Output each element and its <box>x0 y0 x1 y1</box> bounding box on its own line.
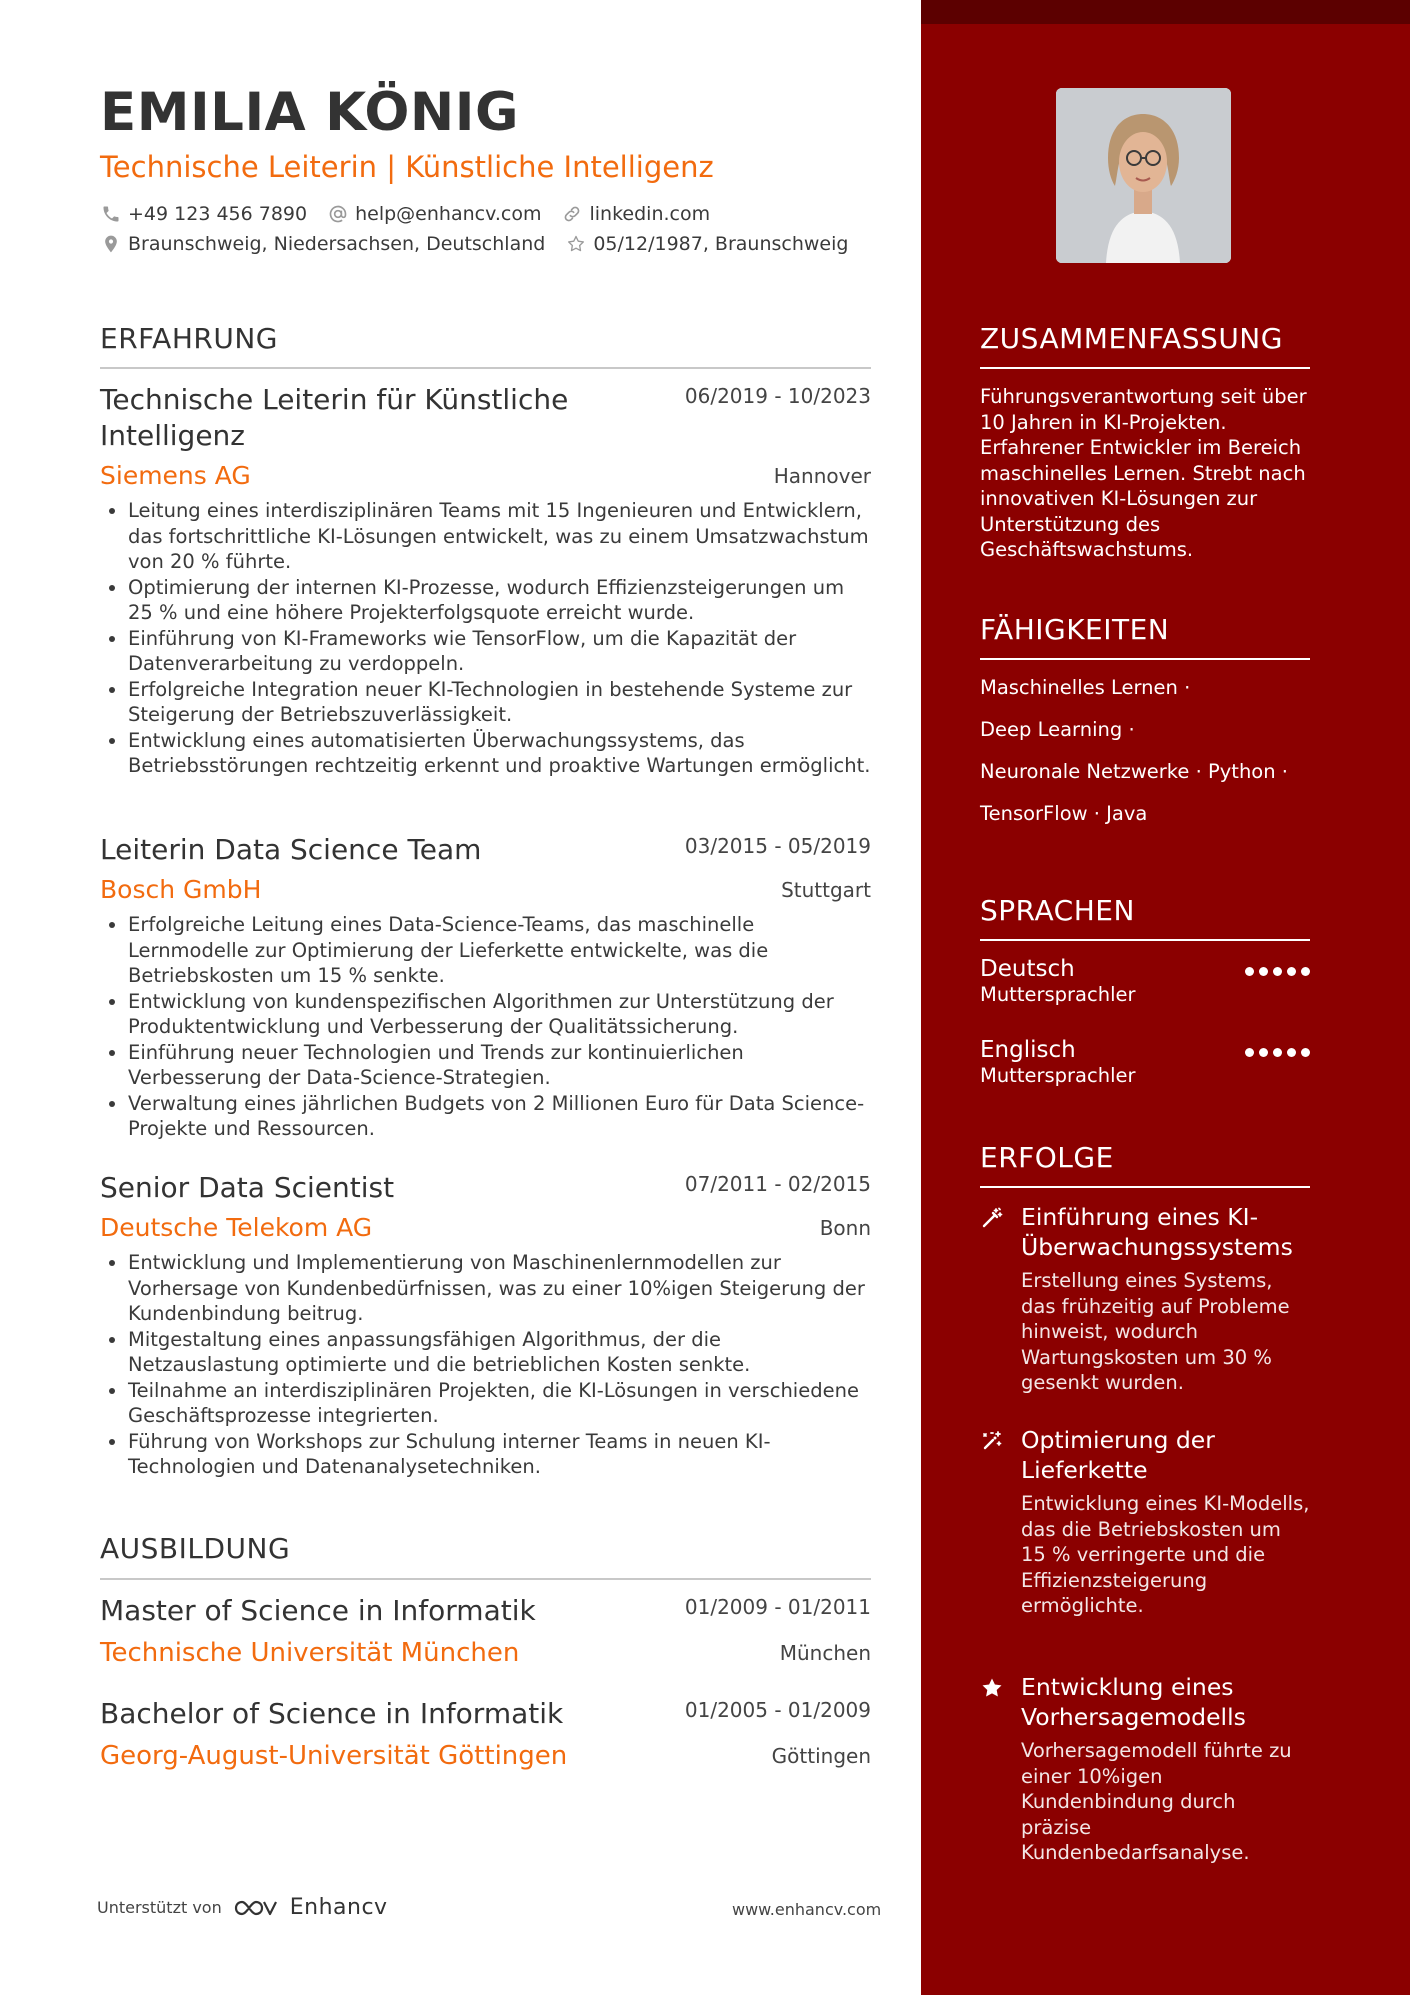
bullet-item: • Leitung eines interdisziplinären Teams mit 15 Ingenieuren und Entwicklern, das fortschrittliche KI-Lösungen entwickelt, was zu einem Umsatzwachstum von 20 % führte. <box>128 498 871 575</box>
birth-contact <box>565 233 848 255</box>
bullet-item: • Entwicklung und Implementierung von Maschinenlernmodellen zur Vorhersage von Kundenbedürfnissen, was zu einer 10%igen Steigerung der Kundenbindung beitrug. <box>128 1250 871 1327</box>
rating-dot <box>1245 1048 1254 1057</box>
bullet-item: • Optimierung der internen KI-Prozesse, wodurch Effizienzsteigerungen um 25 % und eine höhere Projekterfolgsquote erreicht wurde. <box>128 575 871 626</box>
education-divider <box>100 1578 871 1580</box>
contact-row-1 <box>100 203 710 225</box>
language-rating <box>1245 1048 1310 1057</box>
education-header <box>100 1593 871 1629</box>
job-role: Senior Data Scientist <box>100 1171 395 1204</box>
achievement-item <box>980 1425 1310 1619</box>
entry-header <box>100 832 871 868</box>
phone-icon <box>100 203 122 225</box>
entry-header <box>100 1170 871 1206</box>
company-name: Bosch GmbH <box>100 875 262 904</box>
school-row <box>100 1738 871 1774</box>
entry-header <box>100 382 871 454</box>
experience-entry <box>100 382 871 779</box>
magic-sparkle-icon <box>980 1429 1004 1453</box>
language-item <box>980 1036 1310 1088</box>
skill-line: Neuronale Netzwerke · Python · <box>980 760 1288 783</box>
job-date: 03/2015 - 05/2019 <box>684 834 871 858</box>
sidebar <box>921 0 1410 1995</box>
company-row <box>100 1210 871 1246</box>
linkedin-contact[interactable] <box>561 203 710 225</box>
achievement-item <box>980 1672 1310 1866</box>
achievement-title: Einführung eines KI-Überwachungssystems <box>1021 1203 1293 1261</box>
location-contact <box>100 233 545 255</box>
email-text[interactable]: help@enhancv.com <box>355 203 542 225</box>
summary-text: Führungsverantwortung seit über 10 Jahren in KI-Projekten. Erfahrener Entwickler im Bereich maschinelles Lernen. Strebt nach innovativen KI-Lösungen zur Unterstützung des Geschäftswachstums. <box>980 385 1307 561</box>
language-name: Deutsch <box>980 956 1075 982</box>
rating-dot <box>1287 967 1296 976</box>
languages-section-title: SPRACHEN <box>980 894 1135 927</box>
footer-url[interactable]: www.enhancv.com <box>732 1900 882 1919</box>
rating-dot <box>1245 967 1254 976</box>
degree-title: Bachelor of Science in Informatik <box>100 1697 564 1730</box>
enhancv-logo-icon <box>232 1896 280 1920</box>
summary-divider <box>980 367 1310 369</box>
language-item <box>980 955 1310 1007</box>
bullet-item: • Führung von Workshops zur Schulung interner Teams in neuen KI-Technologien und Datenanalysetechniken. <box>128 1429 871 1480</box>
contact-row-2 <box>100 233 848 255</box>
education-entry <box>100 1696 871 1774</box>
school-row <box>100 1635 871 1671</box>
education-section-title: AUSBILDUNG <box>100 1532 291 1565</box>
job-bullets <box>100 912 871 1142</box>
rating-dot <box>1301 1048 1310 1057</box>
job-location: Bonn <box>819 1216 871 1240</box>
bullet-item: • Einführung neuer Technologien und Trends zur kontinuierlichen Verbesserung der Data-Science-Strategien. <box>128 1040 871 1091</box>
linkedin-text[interactable]: linkedin.com <box>589 203 711 225</box>
location-pin-icon <box>100 233 122 255</box>
location-text: Braunschweig, Niedersachsen, Deutschland <box>128 233 546 255</box>
job-location: Stuttgart <box>781 878 871 902</box>
phone-text: +49 123 456 7890 <box>128 203 308 225</box>
rating-dot <box>1259 1048 1268 1057</box>
education-entry <box>100 1593 871 1671</box>
powered-by-text: Unterstützt von <box>97 1898 222 1917</box>
school-name: Technische Universität München <box>100 1638 520 1668</box>
achievement-item <box>980 1202 1310 1396</box>
school-location: München <box>779 1641 871 1665</box>
degree-title: Master of Science in Informatik <box>100 1594 536 1627</box>
languages-divider <box>980 939 1310 941</box>
bullet-item: • Entwicklung eines automatisierten Überwachungssystems, das Betriebsstörungen rechtzeitig erkennt und proaktive Wartungen ermöglicht. <box>128 728 871 779</box>
candidate-title: Technische Leiterin | Künstliche Intelligenz <box>100 150 714 184</box>
candidate-name: EMILIA KÖNIG <box>100 82 519 143</box>
at-icon <box>327 203 349 225</box>
achievement-title: Optimierung der Lieferkette <box>1021 1426 1215 1484</box>
bullet-item: • Einführung von KI-Frameworks wie TensorFlow, um die Kapazität der Datenverarbeitung zu verdoppeln. <box>128 626 871 677</box>
company-name: Deutsche Telekom AG <box>100 1213 373 1242</box>
language-rating <box>1245 967 1310 976</box>
achievements-divider <box>980 1186 1310 1188</box>
achievement-description: Vorhersagemodell führte zu einer 10%igen Kundenbindung durch präzise Kundenbedarfsanalyse. <box>1021 1739 1292 1864</box>
education-date: 01/2005 - 01/2009 <box>684 1698 871 1722</box>
brand-name: Enhancv <box>289 1895 388 1920</box>
skills-section-title: FÄHIGKEITEN <box>980 613 1170 646</box>
experience-divider <box>100 367 871 369</box>
summary-section-title: ZUSAMMENFASSUNG <box>980 322 1283 355</box>
language-name: Englisch <box>980 1037 1076 1063</box>
achievement-description: Entwicklung eines KI-Modells, das die Betriebskosten um 15 % verringerte und die Effizienzsteigerung ermöglichte. <box>1021 1492 1310 1617</box>
magic-wand-icon <box>980 1206 1004 1230</box>
company-name: Siemens AG <box>100 461 251 490</box>
job-date: 07/2011 - 02/2015 <box>684 1172 871 1196</box>
skill-line: TensorFlow · Java <box>980 802 1148 825</box>
birth-text: 05/12/1987, Braunschweig <box>593 233 849 255</box>
job-bullets <box>100 498 871 779</box>
job-role: Technische Leiterin für Künstliche Intelligenz <box>100 383 569 452</box>
language-level: Muttersprachler <box>980 1064 1136 1087</box>
education-header <box>100 1696 871 1732</box>
company-row <box>100 872 871 908</box>
achievements-section-title: ERFOLGE <box>980 1141 1114 1174</box>
job-date: 06/2019 - 10/2023 <box>684 384 871 408</box>
star-icon <box>980 1676 1004 1700</box>
rating-dot <box>1287 1048 1296 1057</box>
rating-dot <box>1259 967 1268 976</box>
rating-dot <box>1273 1048 1282 1057</box>
profile-photo <box>1056 88 1231 263</box>
education-date: 01/2009 - 01/2011 <box>684 1595 871 1619</box>
email-contact[interactable] <box>327 203 541 225</box>
skill-line: Deep Learning · <box>980 718 1135 741</box>
bullet-item: • Entwicklung von kundenspezifischen Algorithmen zur Unterstützung der Produktentwicklung und Verbesserung der Qualitätssicherung. <box>128 989 871 1040</box>
bullet-item: • Verwaltung eines jährlichen Budgets von 2 Millionen Euro für Data Science-Projekte und Ressourcen. <box>128 1091 871 1142</box>
experience-entry <box>100 1170 871 1480</box>
school-name: Georg-August-Universität Göttingen <box>100 1741 568 1771</box>
rating-dot <box>1273 967 1282 976</box>
job-location: Hannover <box>773 464 871 488</box>
link-icon <box>561 203 583 225</box>
star-outline-icon <box>565 233 587 255</box>
footer-powered-by <box>97 1895 388 1920</box>
achievement-title: Entwicklung eines Vorhersagemodells <box>1021 1673 1246 1731</box>
experience-entry <box>100 832 871 1142</box>
bullet-item: • Erfolgreiche Leitung eines Data-Science-Teams, das maschinelle Lernmodelle zur Optimierung der Lieferkette entwickelte, was die Betriebskosten um 15 % senkte. <box>128 912 871 989</box>
school-location: Göttingen <box>771 1744 871 1768</box>
phone-contact <box>100 203 307 225</box>
skills-divider <box>980 658 1310 660</box>
language-level: Muttersprachler <box>980 983 1136 1006</box>
bullet-item: • Teilnahme an interdisziplinären Projekten, die KI-Lösungen in verschiedene Geschäftsprozesse integrierten. <box>128 1378 871 1429</box>
sidebar-top-bar <box>921 0 1410 24</box>
achievement-description: Erstellung eines Systems, das frühzeitig auf Probleme hinweist, wodurch Wartungskosten um 30 % gesenkt wurden. <box>1021 1269 1290 1394</box>
skill-line: Maschinelles Lernen · <box>980 676 1191 699</box>
rating-dot <box>1301 967 1310 976</box>
bullet-item: • Erfolgreiche Integration neuer KI-Technologien in bestehende Systeme zur Steigerung der Betriebszuverlässigkeit. <box>128 677 871 728</box>
job-bullets <box>100 1250 871 1480</box>
bullet-item: • Mitgestaltung eines anpassungsfähigen Algorithmus, der die Netzauslastung optimierte und die betrieblichen Kosten senkte. <box>128 1327 871 1378</box>
company-row <box>100 458 871 494</box>
experience-section-title: ERFAHRUNG <box>100 322 278 355</box>
job-role: Leiterin Data Science Team <box>100 833 482 866</box>
